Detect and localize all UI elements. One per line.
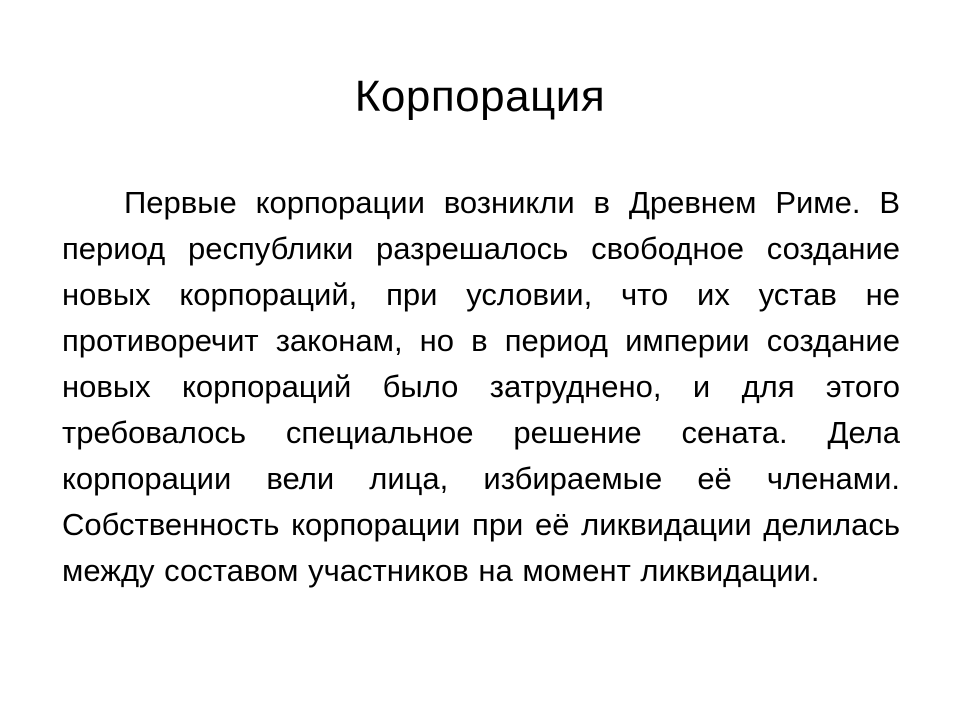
slide-title: Корпорация <box>354 72 606 121</box>
slide-body-text: Первые корпорации возникли в Древнем Риме. В период республики разрешалось свободное создание новых корпораций, при условии, что их устав не противоречит законам, но в период империи создание новых корпораций было затруднено, и для этого требовалось специальное решение сената. Дела корпорации вели лица, избираемые её членами. Собственность корпорации при её ликвидации делилась между составом участников на момент ликвидации. <box>62 185 900 588</box>
